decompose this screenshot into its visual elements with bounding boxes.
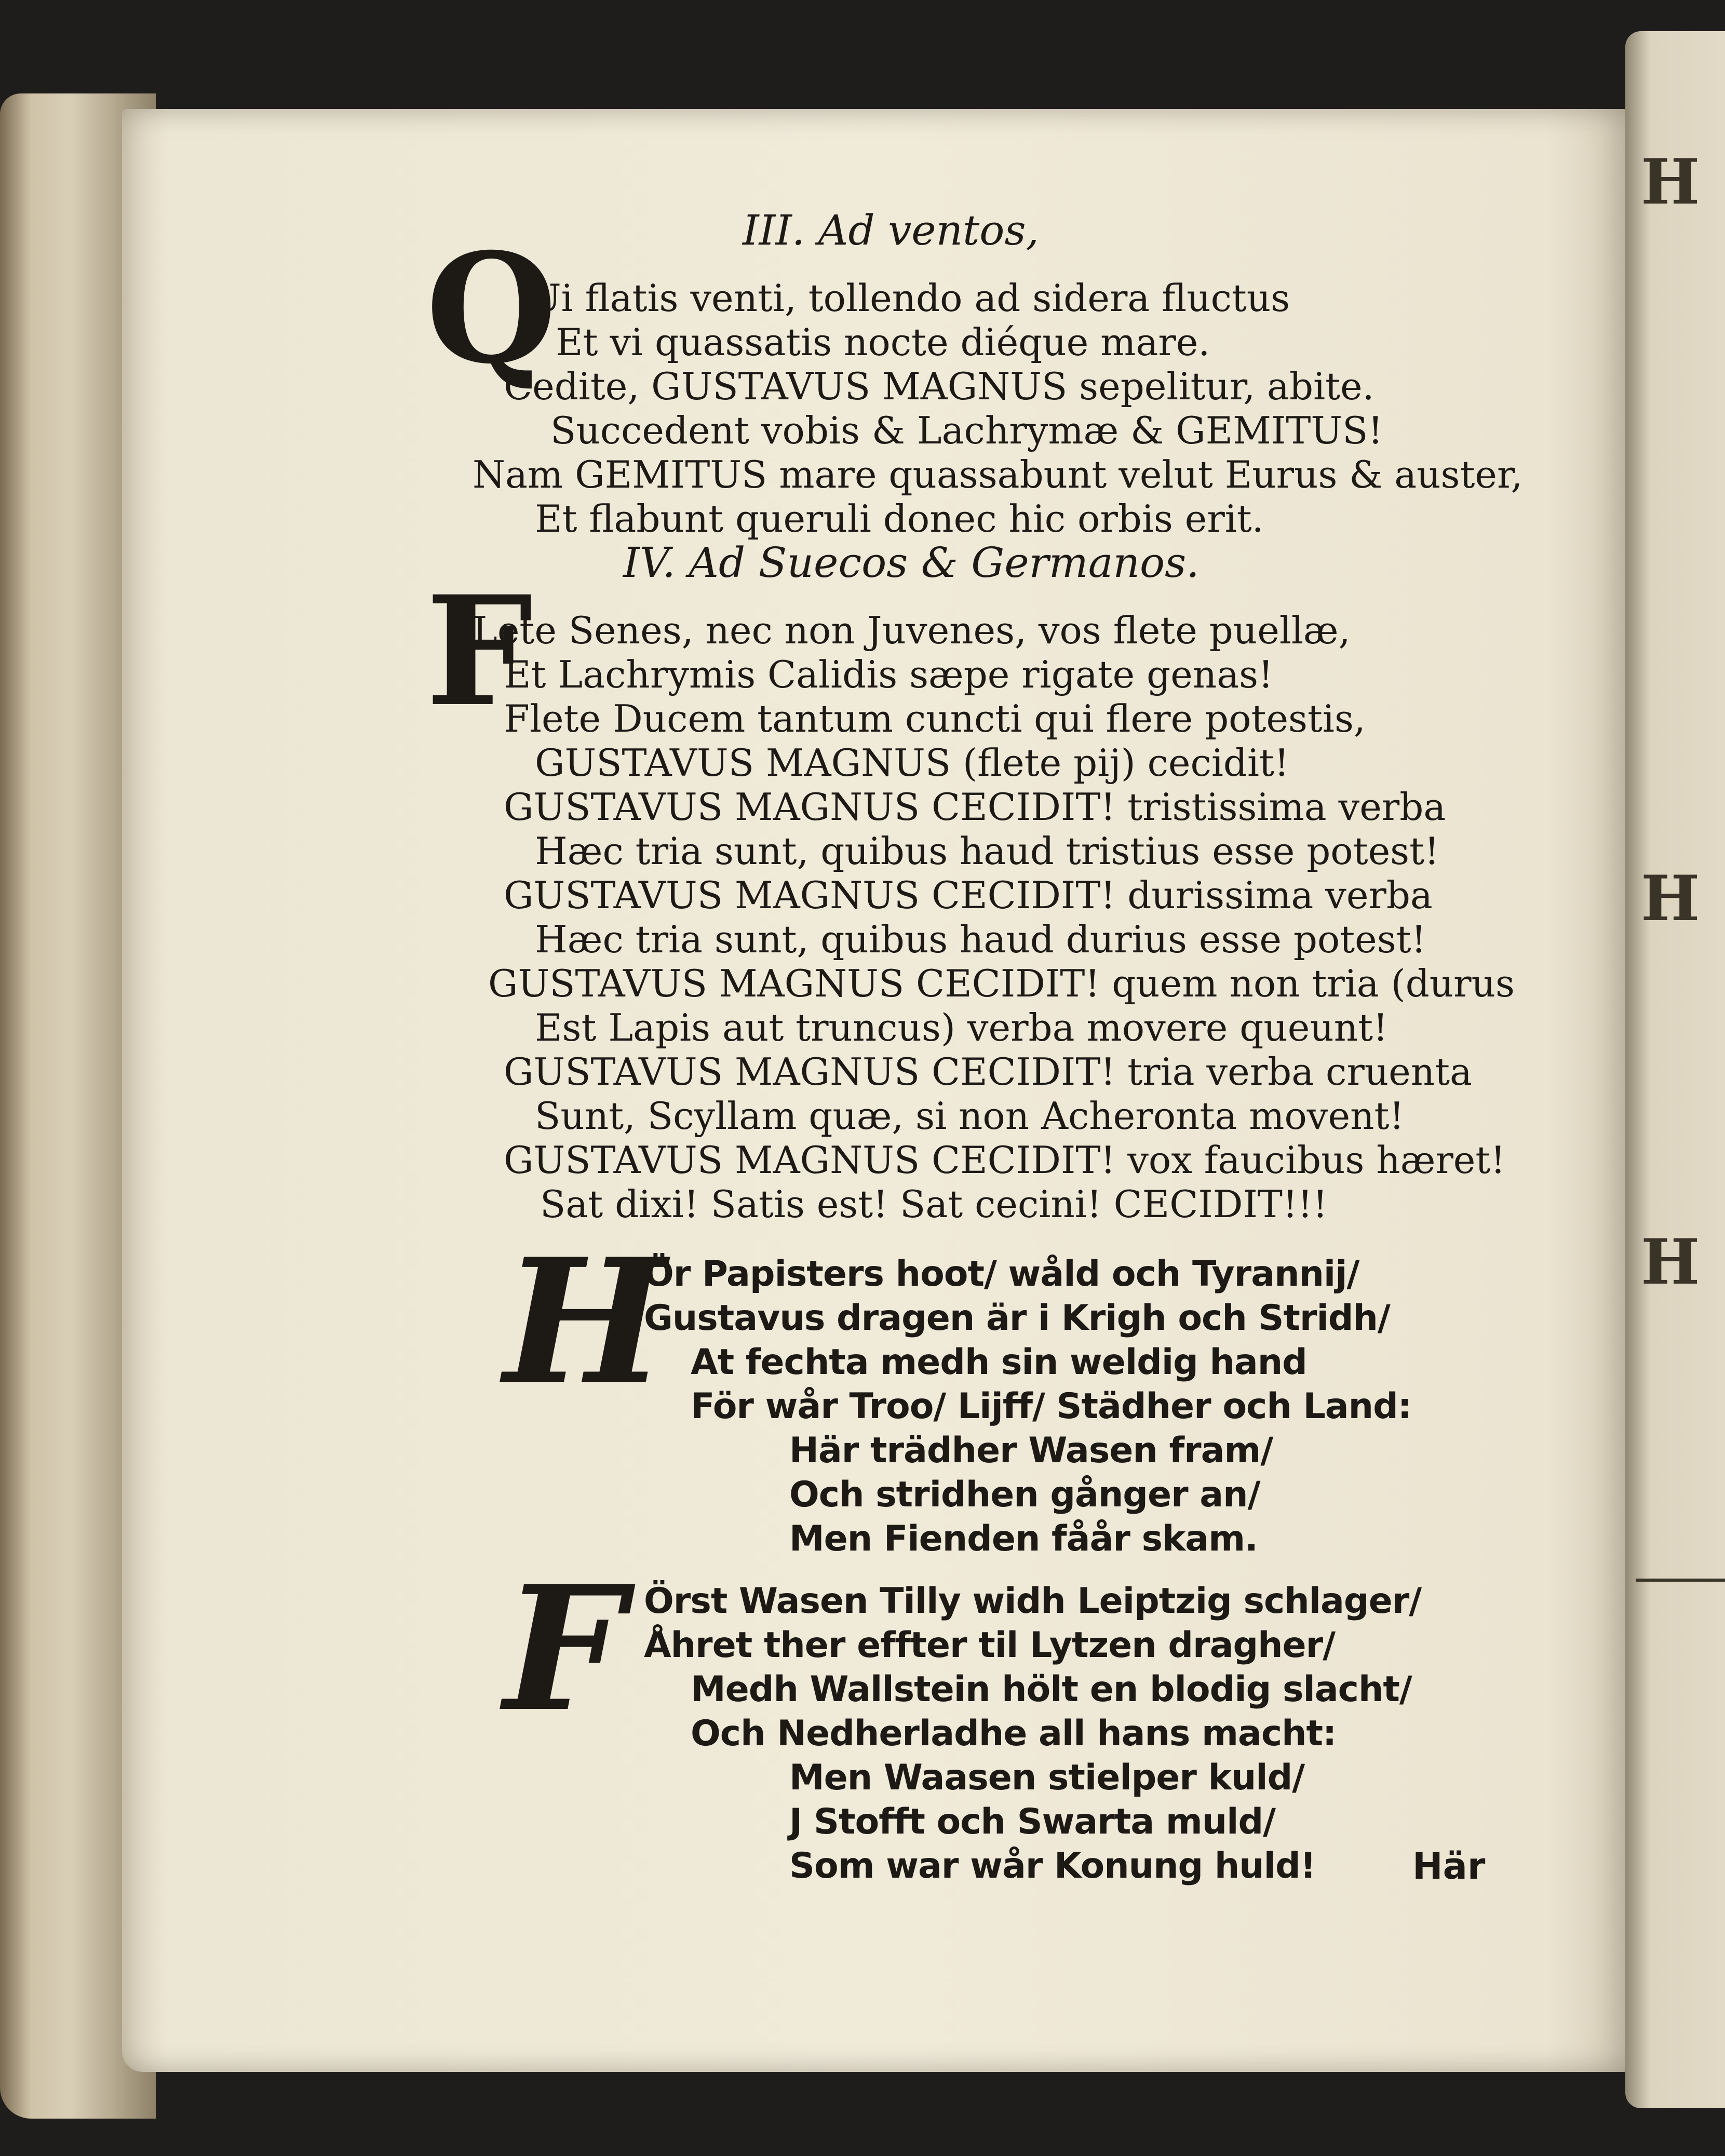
verse-line: Est Lapis aut truncus) verba movere queunt! — [535, 1006, 1388, 1049]
facing-page-edge — [1625, 31, 1725, 2108]
verse-line: Ui flatis venti, tollendo ad sidera fluctus — [530, 276, 1290, 320]
verse-line: Flete Ducem tantum cuncti qui flere potestis, — [504, 697, 1366, 740]
facing-page-rule — [1636, 1579, 1725, 1582]
verse-line: Och Nedherladhe all hans macht: — [691, 1713, 1337, 1754]
verse-line: Här trädher Wasen fram/ — [789, 1430, 1273, 1471]
drop-cap: Q — [426, 221, 557, 397]
verse-line: Nam GEMITUS mare quassabunt velut Eurus & auster, — [473, 453, 1523, 496]
verse-line: Hæc tria sunt, quibus haud durius esse potest! — [535, 918, 1426, 961]
verse-line: Cedite, GUSTAVUS MAGNUS sepelitur, abite. — [504, 365, 1374, 408]
verse-line: Men Fienden fåår skam. — [789, 1518, 1258, 1559]
facing-page-fragment: H — [1641, 145, 1700, 219]
verse-line: Gustavus dragen är i Krigh och Stridh/ — [644, 1298, 1390, 1339]
drop-cap: F — [426, 563, 533, 740]
facing-page-fragment: H — [1641, 862, 1700, 935]
verse-line: GUSTAVUS MAGNUS CECIDIT! tristissima verba — [504, 785, 1446, 829]
verse-line: Ör Papisters hoot/ wåld och Tyrannij/ — [644, 1254, 1359, 1295]
section-heading: III. Ad ventos, — [743, 206, 1039, 254]
verse-line: J Stofft och Swarta muld/ — [789, 1801, 1275, 1842]
verse-line: Et vi quassatis nocte diéque mare. — [556, 320, 1210, 364]
facing-page-fragment: H — [1641, 1225, 1700, 1299]
verse-line: För wår Troo/ Lijff/ Städher och Land: — [691, 1386, 1411, 1427]
verse-line: GUSTAVUS MAGNUS CECIDIT! vox faucibus hæret! — [504, 1138, 1506, 1182]
verse-line: Sat dixi! Satis est! Sat cecini! CECIDIT!!! — [540, 1182, 1328, 1226]
verse-line: GUSTAVUS MAGNUS (flete pij) cecidit! — [535, 741, 1289, 785]
verse-line: Et Lachrymis Calidis sæpe rigate genas! — [504, 653, 1274, 696]
verse-line: Et flabunt queruli donec hic orbis erit. — [535, 497, 1264, 541]
verse-line: GUSTAVUS MAGNUS CECIDIT! tria verba cruenta — [504, 1050, 1472, 1094]
verse-line: Åhret ther effter til Lytzen dragher/ — [644, 1625, 1336, 1666]
verse-line: Som war wår Konung huld! — [789, 1845, 1316, 1886]
verse-line: Hæc tria sunt, quibus haud tristius esse potest! — [535, 829, 1439, 873]
section-heading: IV. Ad Suecos & Germanos. — [623, 538, 1200, 587]
verse-line: At fechta medh sin weldig hand — [691, 1342, 1307, 1383]
drop-cap: F — [504, 1548, 626, 1749]
verse-line: GUSTAVUS MAGNUS CECIDIT! quem non tria (durus — [488, 962, 1515, 1005]
verse-line: Lete Senes, nec non Juvenes, vos flete puellæ, — [473, 609, 1351, 652]
verse-line: GUSTAVUS MAGNUS CECIDIT! durissima verba — [504, 873, 1433, 917]
verse-line: Men Waasen stielper kuld/ — [789, 1757, 1305, 1798]
verse-line: Sunt, Scyllam quæ, si non Acheronta movent! — [535, 1094, 1405, 1138]
verse-line: Succedent vobis & Lachrymæ & GEMITUS! — [550, 409, 1383, 452]
catchword: Här — [1412, 1845, 1486, 1888]
verse-line: Och stridhen gånger an/ — [789, 1474, 1260, 1515]
verse-line: Medh Wallstein hölt en blodig slacht/ — [691, 1669, 1412, 1710]
drop-cap: H — [504, 1221, 666, 1422]
verse-line: Örst Wasen Tilly widh Leiptzig schlager/ — [644, 1581, 1422, 1622]
